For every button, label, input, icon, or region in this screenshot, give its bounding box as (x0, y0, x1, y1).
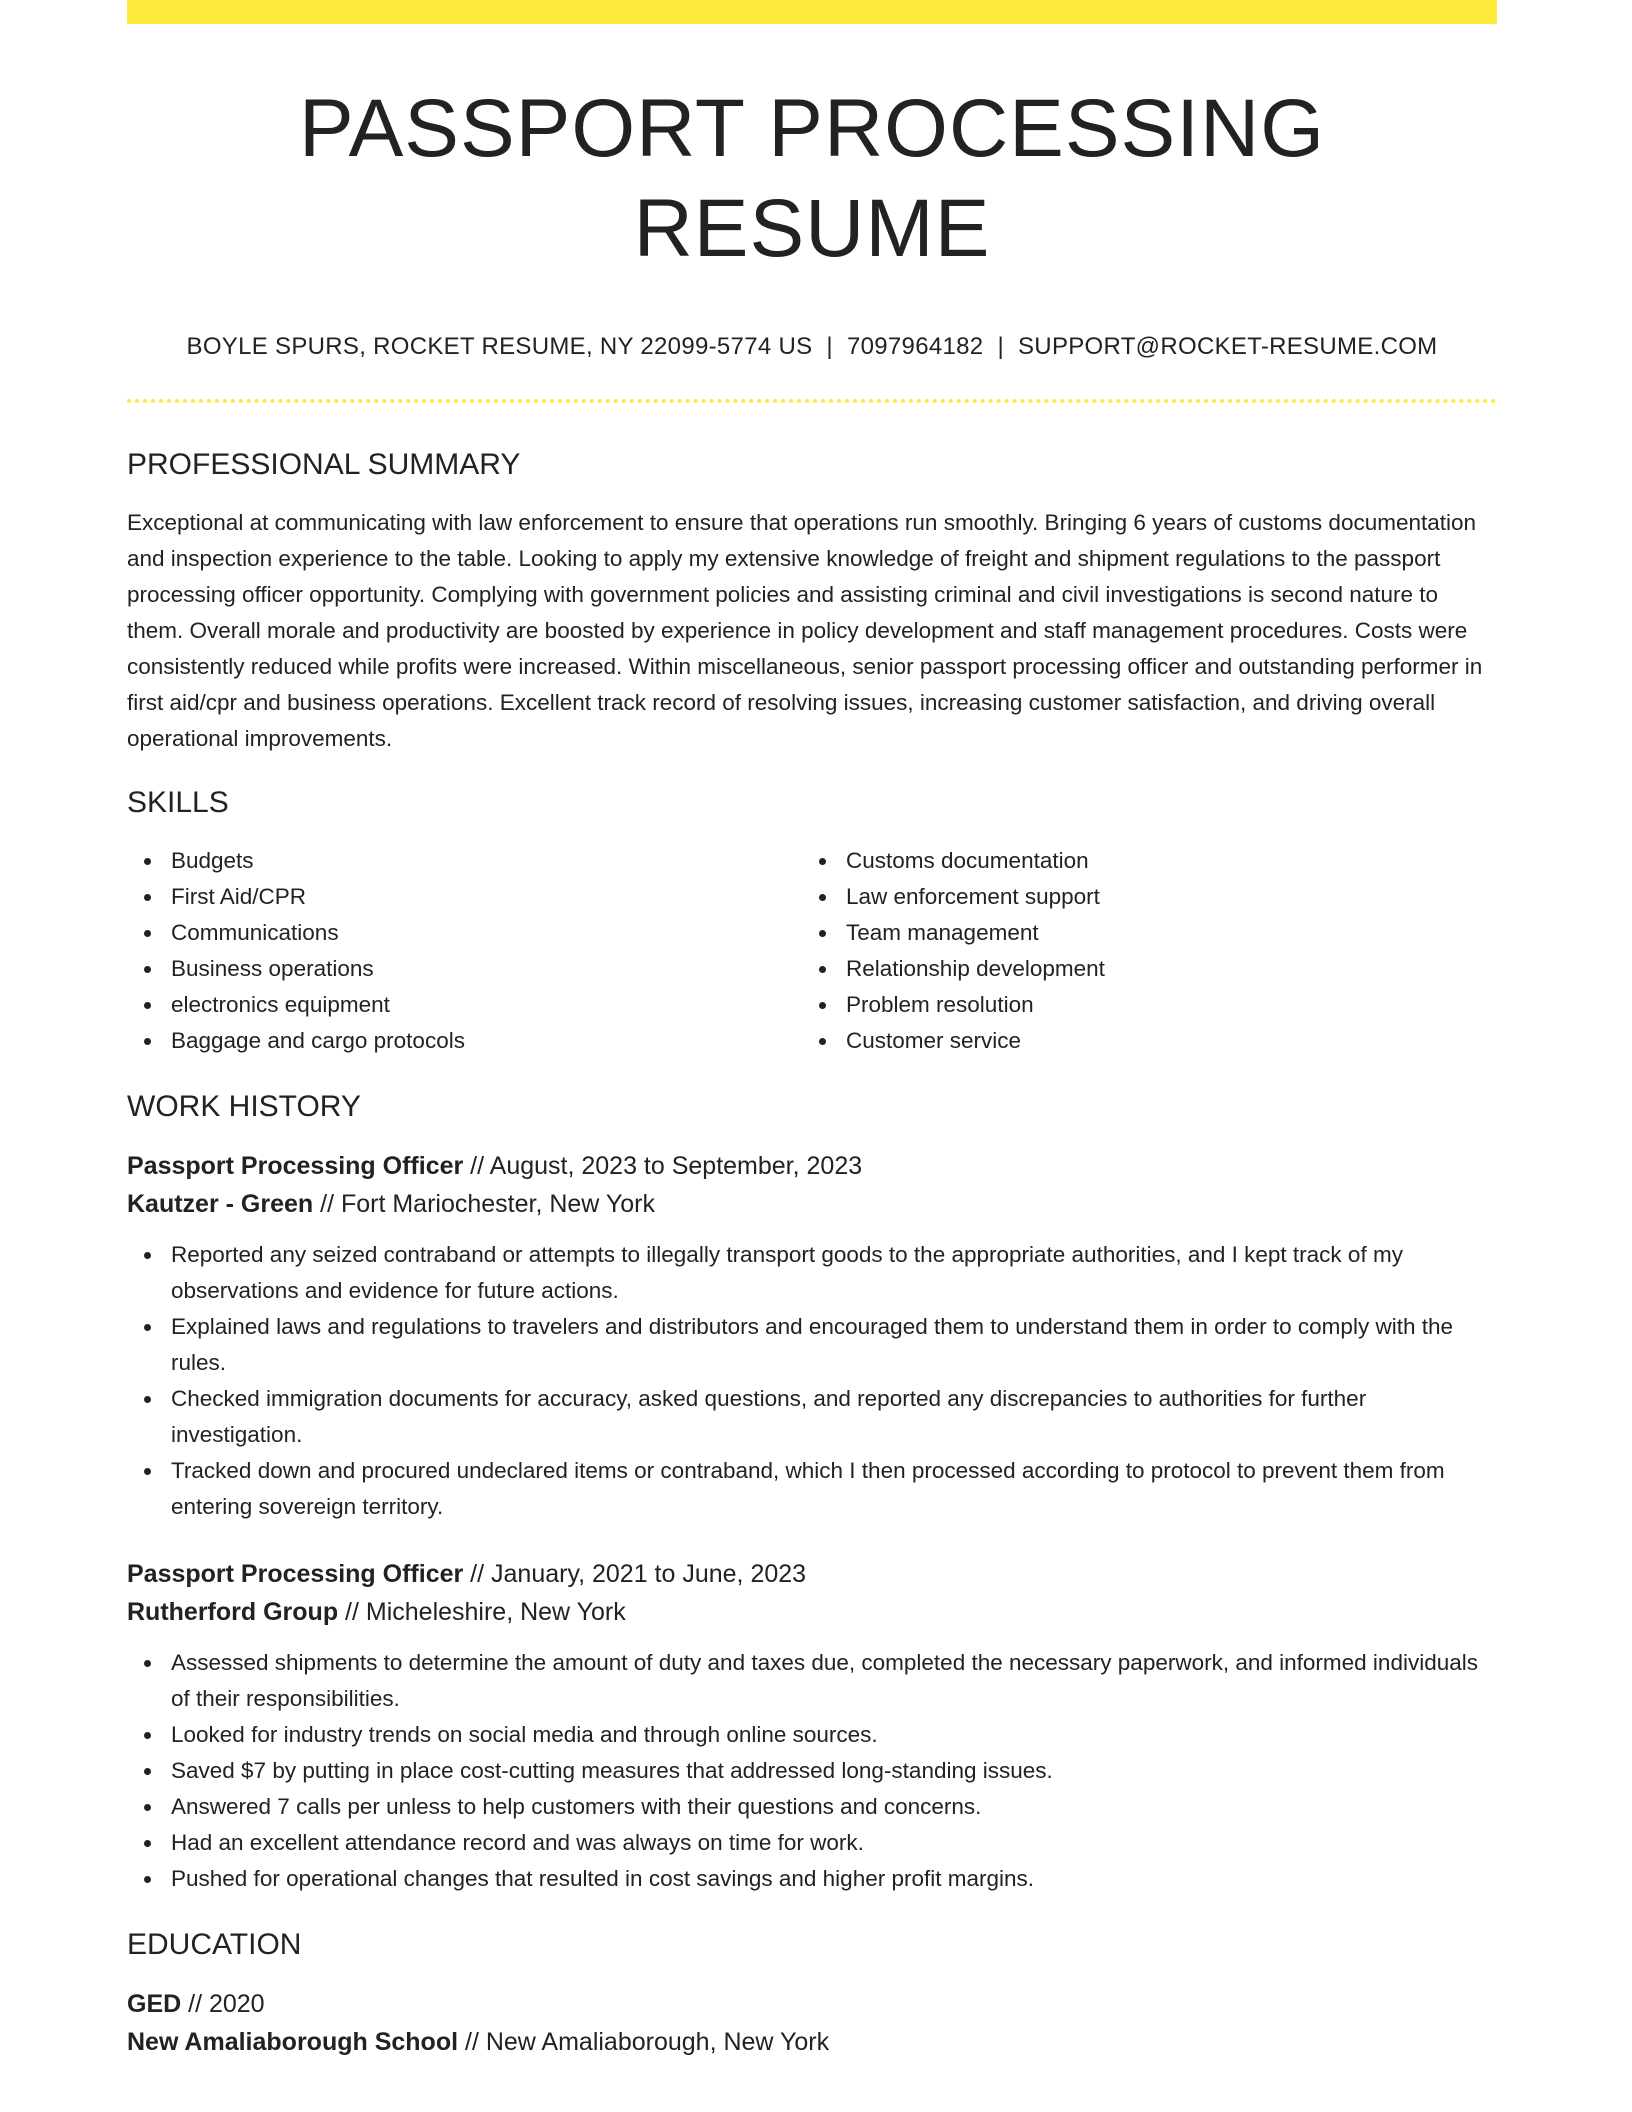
job-bullet: Reported any seized contraband or attempts to illegally transport goods to the appropriate authorities, and I kept track of my observations and evidence for future actions. (127, 1237, 1497, 1309)
skill-item: Team management (802, 915, 1477, 951)
resume-title: PASSPORT PROCESSING RESUME (298, 83, 1326, 274)
job-bullet: Pushed for operational changes that resulted in cost savings and higher profit margins. (127, 1861, 1497, 1897)
job-role: Passport Processing Officer (127, 1152, 464, 1180)
skills-columns (127, 843, 1497, 1059)
skill-item: Customs documentation (802, 843, 1477, 879)
skills-left-list (127, 843, 802, 1059)
skill-item: Business operations (127, 951, 802, 987)
top-accent-bar (127, 0, 1497, 24)
summary-text: Exceptional at communicating with law enforcement to ensure that operations run smoothly. Bringing 6 years of customs documentation and inspection experience to the table. Looking to apply my extensive knowledge of freight and shipment regulations to the passport processing officer opportunity. Complying with government policies and assisting criminal and civil investigations is second nature to them. Overall morale and productivity are boosted by experience in policy development and staff management procedures. Costs were consistently reduced while profits were increased. Within miscellaneous, senior passport processing officer and outstanding performer in first aid/cpr and business operations. Excellent track record of resolving issues, increasing customer satisfaction, and driving overall operational improvements. (127, 510, 1483, 751)
job-dates: // January, 2021 to June, 2023 (463, 1560, 807, 1588)
skill-item: Customer service (802, 1023, 1477, 1059)
contact-separator: | (997, 333, 1004, 360)
education-school: New Amaliaborough School (127, 2028, 459, 2056)
work-history-heading: WORK HISTORY (127, 1090, 361, 1123)
job-role: Passport Processing Officer (127, 1560, 464, 1588)
job-bullet: Explained laws and regulations to travelers and distributors and encouraged them to understand them in order to comply with the rules. (127, 1309, 1497, 1381)
skill-item: First Aid/CPR (127, 879, 802, 915)
job-company-line (127, 1185, 1497, 1223)
job-bullet: Answered 7 calls per unless to help customers with their questions and concerns. (127, 1789, 1497, 1825)
education-year: // 2020 (181, 1990, 265, 2018)
contact-address: BOYLE SPURS, ROCKET RESUME, NY 22099-5774 US (186, 333, 813, 360)
job-company: Kautzer - Green (127, 1190, 314, 1218)
job-dates: // August, 2023 to September, 2023 (463, 1152, 863, 1180)
skill-item: Relationship development (802, 951, 1477, 987)
skill-item: Problem resolution (802, 987, 1477, 1023)
job-bullet: Tracked down and procured undeclared items or contraband, which I then processed according to protocol to prevent them from entering sovereign territory. (127, 1453, 1497, 1525)
job-bullet: Assessed shipments to determine the amount of duty and taxes due, completed the necessary paperwork, and informed individuals of their responsibilities. (127, 1645, 1497, 1717)
education-degree: GED (127, 1990, 182, 2018)
job-bullet: Saved $7 by putting in place cost-cutting measures that addressed long-standing issues. (127, 1753, 1497, 1789)
job-role-line (127, 1147, 1497, 1185)
resume-page (127, 0, 1497, 2061)
job-bullets (127, 1237, 1497, 1525)
dotted-divider (127, 399, 1497, 403)
job-bullet: Had an excellent attendance record and was always on time for work. (127, 1825, 1497, 1861)
job-bullets (127, 1645, 1497, 1897)
contact-line (127, 331, 1497, 363)
job-company-line (127, 1593, 1497, 1631)
skill-item: electronics equipment (127, 987, 802, 1023)
job-location: // Micheleshire, New York (338, 1598, 626, 1626)
job-bullet: Checked immigration documents for accuracy, asked questions, and reported any discrepancies to authorities for further investigation. (127, 1381, 1497, 1453)
contact-email: SUPPORT@ROCKET-RESUME.COM (1018, 333, 1438, 360)
education-degree-line (127, 1985, 1497, 2023)
education-school-line (127, 2023, 1497, 2061)
contact-separator: | (826, 333, 833, 360)
skill-item: Communications (127, 915, 802, 951)
education-heading: EDUCATION (127, 1928, 302, 1961)
job-bullet: Looked for industry trends on social media and through online sources. (127, 1717, 1497, 1753)
skills-right-list (802, 843, 1477, 1059)
job-location: // Fort Mariochester, New York (313, 1190, 655, 1218)
education-location: // New Amaliaborough, New York (458, 2028, 830, 2056)
summary-heading: PROFESSIONAL SUMMARY (127, 448, 521, 481)
skill-item: Law enforcement support (802, 879, 1477, 915)
skill-item: Budgets (127, 843, 802, 879)
job-company: Rutherford Group (127, 1598, 339, 1626)
contact-phone: 7097964182 (846, 333, 984, 360)
skills-heading: SKILLS (127, 786, 229, 819)
job-role-line (127, 1555, 1497, 1593)
skill-item: Baggage and cargo protocols (127, 1023, 802, 1059)
